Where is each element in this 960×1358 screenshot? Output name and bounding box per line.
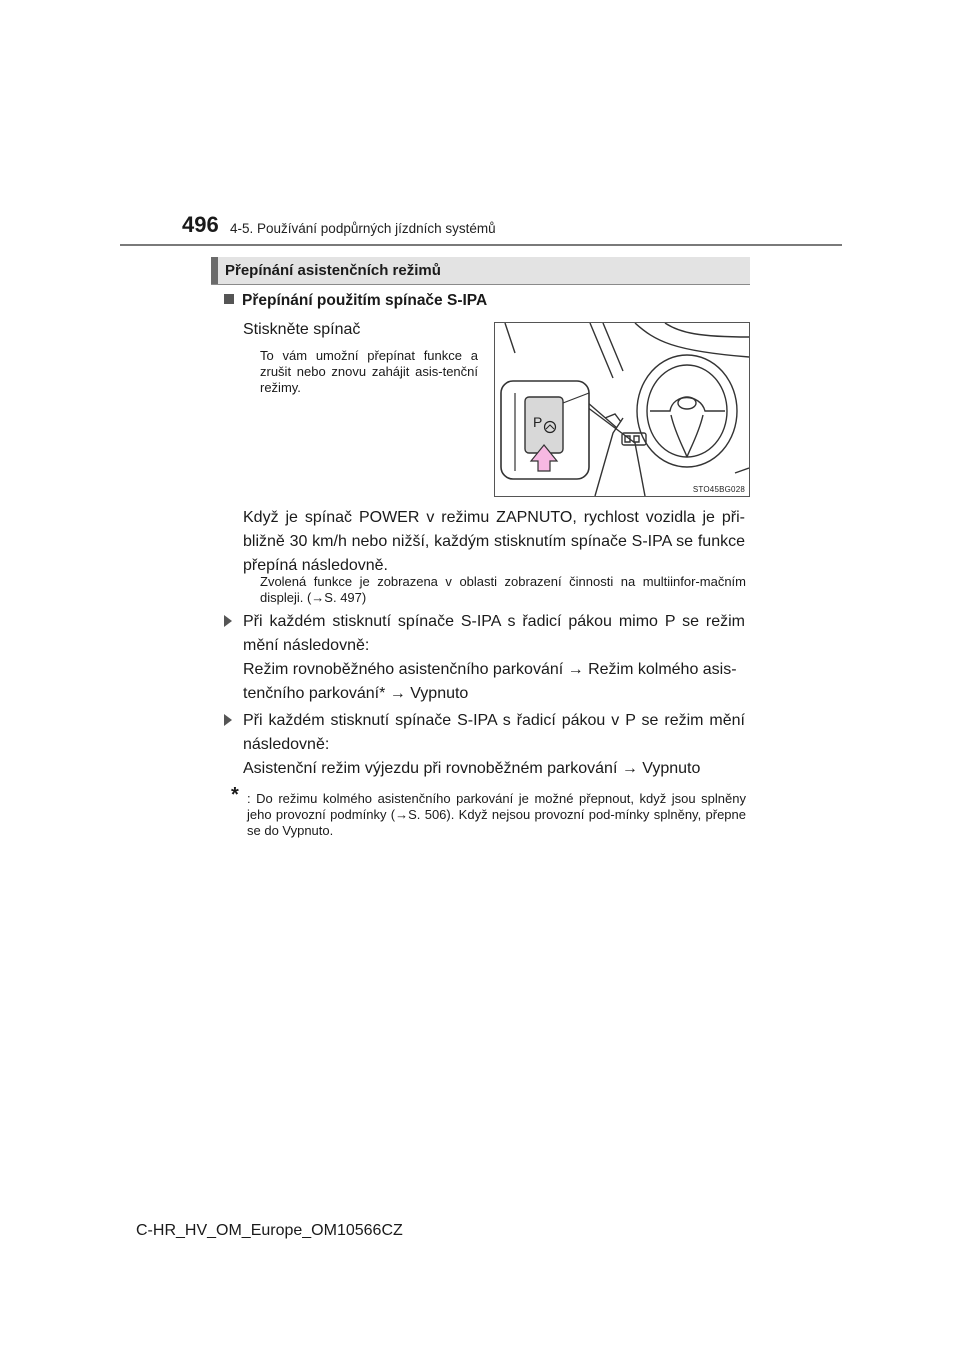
- bullet-1-text: Při každém stisknutí spínače S-IPA s řadicí pákou mimo P se režim mění následovně:: [243, 613, 745, 654]
- step-instruction: Stiskněte spínač: [243, 321, 361, 338]
- section-heading-bar: [211, 257, 750, 285]
- section-accent: [211, 257, 218, 284]
- bullet-1-sequence: Režim rovnoběžného asistenčního parkování → Režim kolmého asis-tenčního parkování* → Vypnuto: [243, 661, 737, 702]
- section-title: Přepínání asistenčních režimů: [225, 262, 441, 279]
- footnote-marker: *: [231, 784, 239, 806]
- footer-doc-id: C-HR_HV_OM_Europe_OM10566CZ: [136, 1222, 403, 1239]
- cockpit-drawing: [495, 323, 749, 496]
- subsection-heading: [224, 292, 487, 310]
- subsection-title: Přepínání použitím spínače S-IPA: [242, 292, 488, 309]
- page-number: 496: [182, 212, 219, 237]
- triangle-bullet-icon: [224, 714, 232, 726]
- bullet-2-text: Při každém stisknutí spínače S-IPA s řadicí pákou v P se režim mění následovně:: [243, 712, 745, 753]
- bullet-marker-1: [224, 614, 240, 632]
- body-paragraph: Když je spínač POWER v režimu ZAPNUTO, rychlost vozidla je při-bližně 30 km/h nebo nižší, každým stisknutím spínače S-IPA se funkce přepíná následovně.: [243, 509, 745, 574]
- bullet-marker-2: [224, 713, 240, 731]
- step-note: To vám umožní přepínat funkce a zrušit nebo znovu zahájit asis-tenční režimy.: [260, 348, 478, 395]
- illustration-s-ipa-switch: [494, 322, 750, 497]
- triangle-bullet-icon: [224, 615, 232, 627]
- switch-label: P: [533, 414, 543, 430]
- running-header: 4-5. Používání podpůrných jízdních systémů: [230, 221, 496, 236]
- square-bullet-icon: [224, 294, 234, 304]
- figure-code: STO45BG028: [692, 485, 745, 494]
- header-rule: [120, 244, 842, 246]
- bullet-2-sequence: Asistenční režim výjezdu při rovnoběžném parkování → Vypnuto: [243, 760, 701, 777]
- body-note: Zvolená funkce je zobrazena v oblasti zobrazení činnosti na multiinfor-mačním displeji. (→S. 497): [260, 574, 746, 605]
- footnote-text: : Do režimu kolmého asistenčního parkování je možné přepnout, když jsou splněny jeho provozní podmínky (→S. 506). Když nejsou provozní pod-mínky splněny, přepne se do Vypnuto.: [247, 791, 746, 838]
